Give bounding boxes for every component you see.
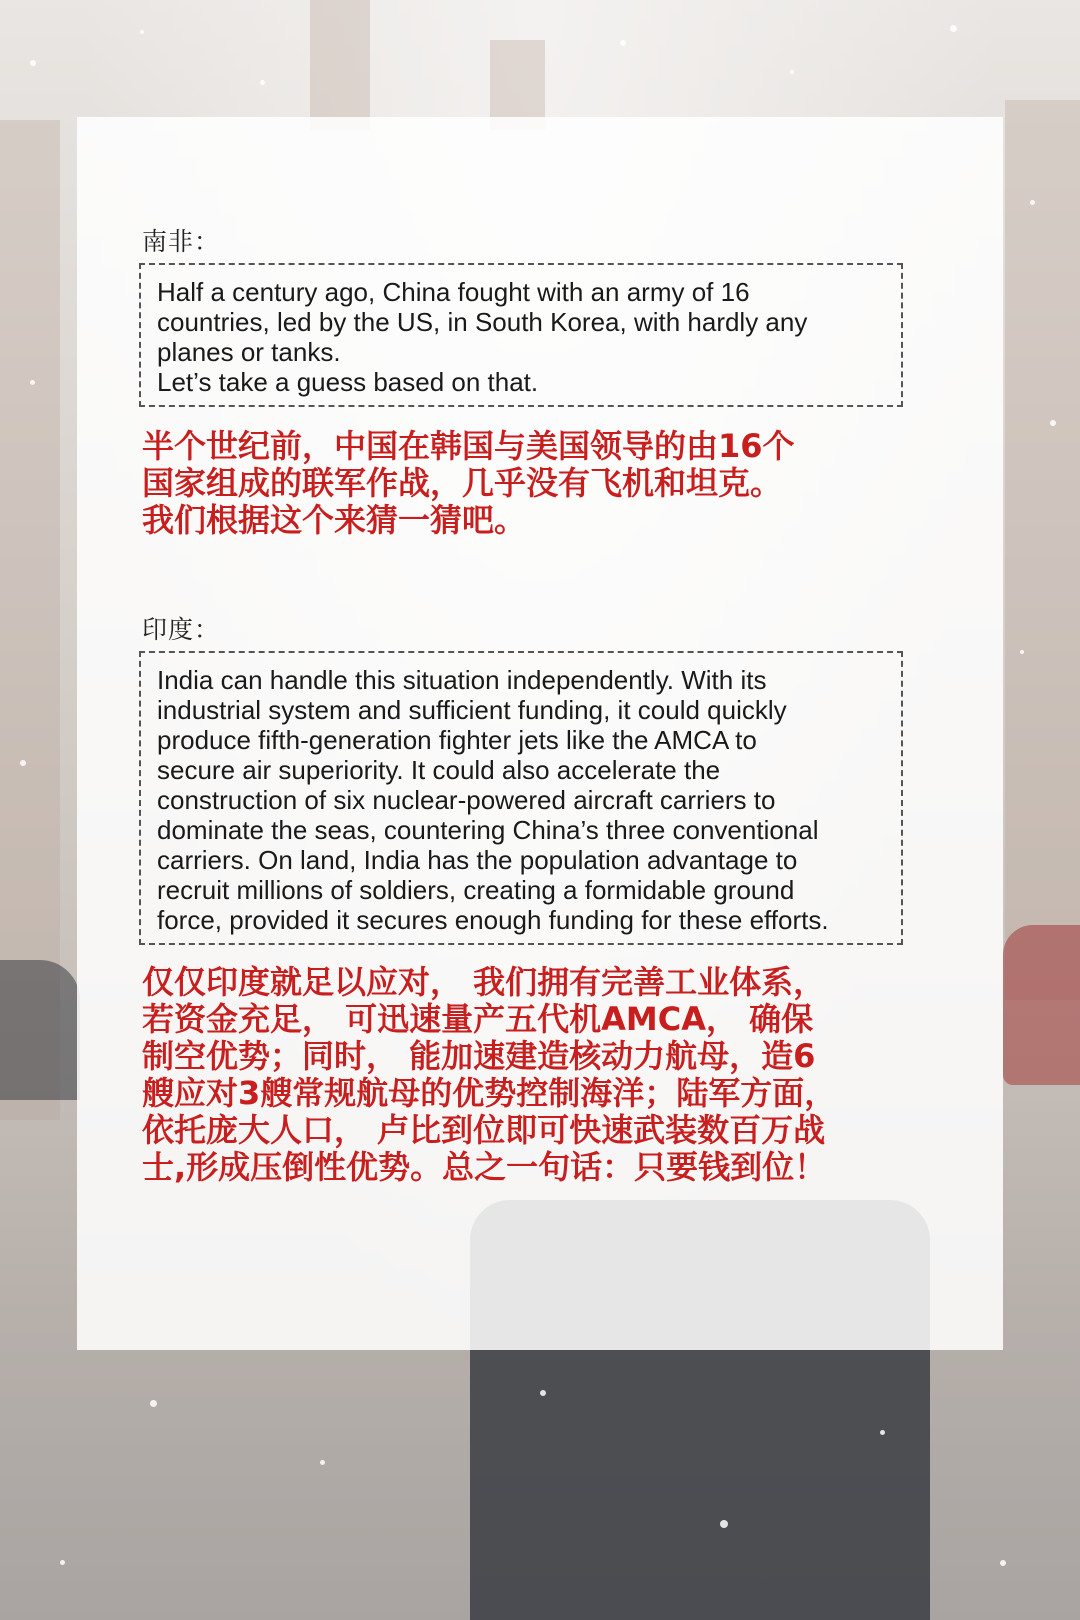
snowflake bbox=[720, 1520, 728, 1528]
english-line: secure air superiority. It could also accelerate the bbox=[157, 755, 721, 785]
snowflake bbox=[1050, 420, 1056, 426]
chinese-line: 我们根据这个来猜一猜吧。 bbox=[142, 501, 527, 539]
chinese-line: 士,形成压倒性优势。总之一句话：只要钱到位！ bbox=[142, 1148, 827, 1186]
snowflake bbox=[150, 1400, 157, 1407]
chinese-line: 仅仅印度就足以应对， 我们拥有完善工业体系， bbox=[142, 963, 826, 1001]
chinese-line: 制空优势；同时， 能加速建造核动力航母，造6 bbox=[142, 1037, 816, 1075]
chinese-translation-south-africa bbox=[142, 428, 942, 539]
english-line: Let’s take a guess based on that. bbox=[157, 367, 539, 397]
snowflake bbox=[790, 70, 794, 74]
chinese-translation-india bbox=[142, 964, 942, 1186]
english-line: recruit millions of soldiers, creating a formidable ground bbox=[157, 875, 795, 905]
snowflake bbox=[880, 1430, 885, 1435]
background-car bbox=[1003, 925, 1080, 1085]
chinese-line: 半个世纪前，中国在韩国与美国领导的由16个 bbox=[142, 427, 795, 465]
chinese-line: 依托庞大人口， 卢比到位即可快速武装数百万战 bbox=[142, 1111, 826, 1149]
english-line: construction of six nuclear-powered aircraft carriers to bbox=[157, 785, 776, 815]
snowflake bbox=[140, 30, 144, 34]
chinese-line: 艘应对3艘常规航母的优势控制海洋；陆军方面， bbox=[142, 1074, 837, 1112]
section-label-south-africa: 南非： bbox=[142, 227, 221, 256]
snowflake bbox=[540, 1390, 546, 1396]
english-line: industrial system and sufficient funding, it could quickly bbox=[157, 695, 787, 725]
snowflake bbox=[30, 60, 36, 66]
snowflake bbox=[620, 40, 626, 46]
background-building-right bbox=[1005, 100, 1080, 1000]
english-line: carriers. On land, India has the population advantage to bbox=[157, 845, 798, 875]
snowflake bbox=[950, 25, 957, 32]
english-quote-box-south-africa bbox=[139, 263, 903, 407]
english-line: dominate the seas, countering China’s three conventional bbox=[157, 815, 819, 845]
english-line: India can handle this situation independently. With its bbox=[157, 665, 767, 695]
english-line: Half a century ago, China fought with an army of 16 bbox=[157, 277, 750, 307]
section-label-india: 印度： bbox=[142, 615, 221, 644]
snowflake bbox=[20, 760, 26, 766]
snowflake bbox=[1030, 200, 1035, 205]
background-building-tower bbox=[310, 0, 370, 130]
snowflake bbox=[30, 380, 35, 385]
chinese-line: 若资金充足， 可迅速量产五代机AMCA， 确保 bbox=[142, 1000, 814, 1038]
snowflake bbox=[60, 1560, 65, 1565]
chinese-line: 国家组成的联军作战，几乎没有飞机和坦克。 bbox=[142, 464, 783, 502]
english-line: countries, led by the US, in South Korea, with hardly any bbox=[157, 307, 808, 337]
english-line: produce fifth-generation fighter jets like the AMCA to bbox=[157, 725, 757, 755]
english-quote-box-india bbox=[139, 651, 903, 945]
english-line: force, provided it secures enough funding for these efforts. bbox=[157, 905, 829, 935]
snowflake bbox=[1020, 650, 1024, 654]
background-umbrella-edge bbox=[0, 960, 80, 1100]
snowflake bbox=[320, 1460, 325, 1465]
english-line: planes or tanks. bbox=[157, 337, 341, 367]
snowflake bbox=[260, 80, 265, 85]
snowflake bbox=[1000, 1560, 1006, 1566]
